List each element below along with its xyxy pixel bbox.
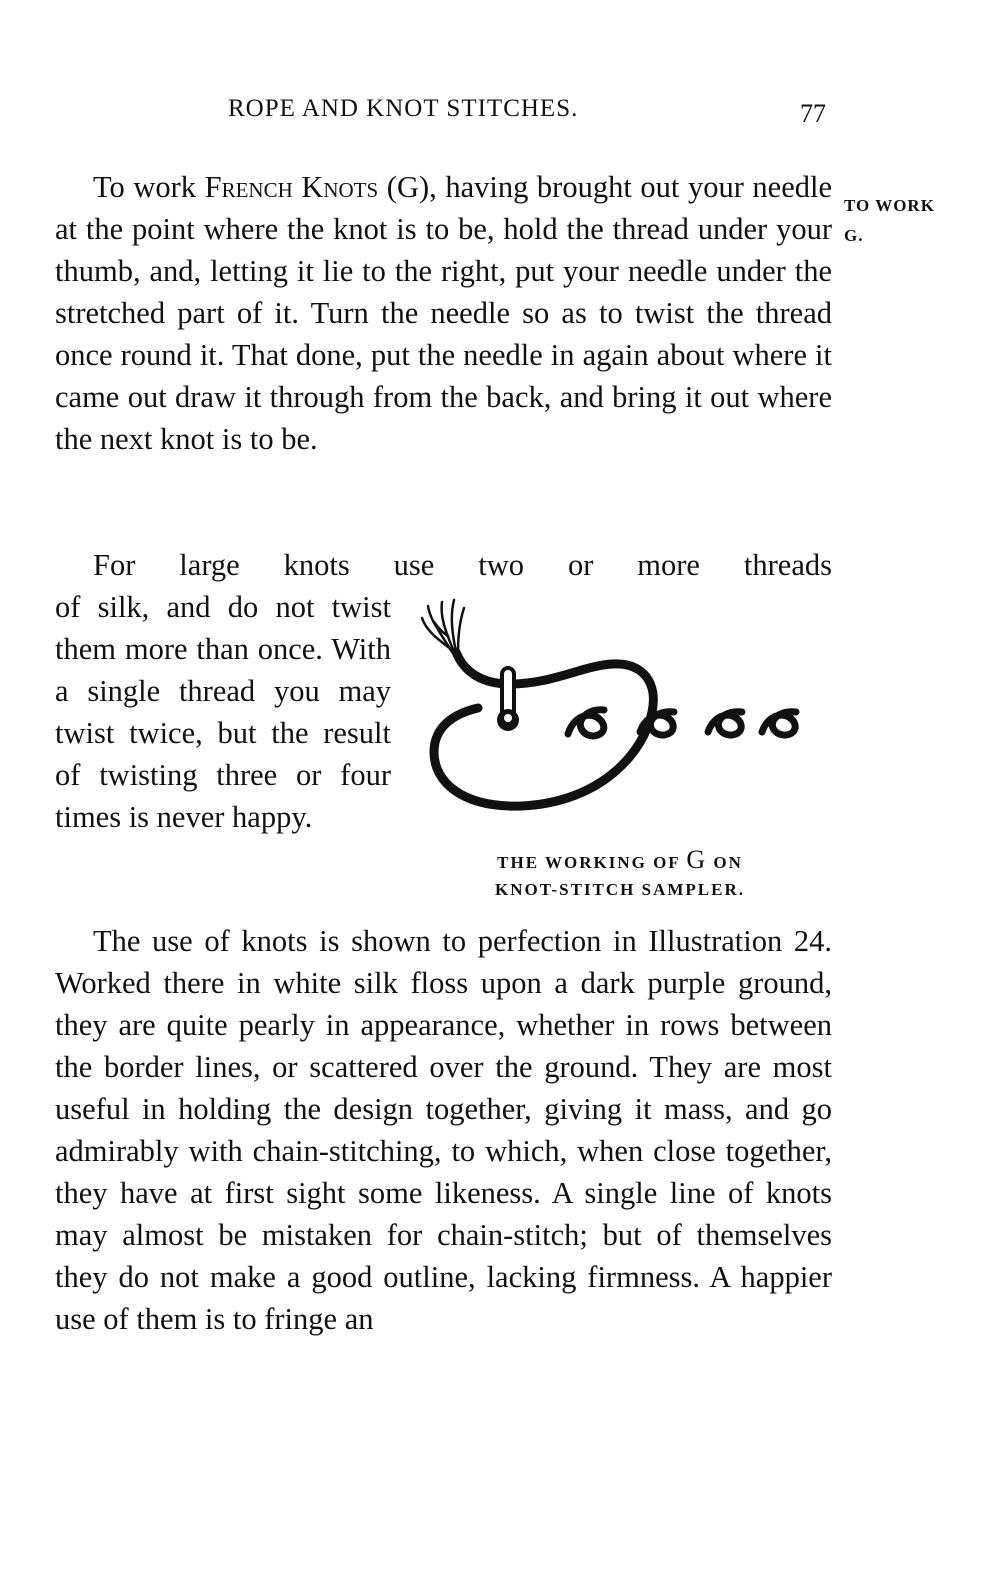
para3-text: The use of knots is shown to perfection in Illustration 24. Worked there in white silk floss upon a dark purple ground, they are quite pearly in appearance, whether in rows between the border lines, or scattered over the ground. They are most useful in holding the design together, giving it mass, and go admirably with chain-stitching, to which, when close together, they have at first sight some likeness. A single line of knots may almost be mistaken for chain-stitch; but of themselves they do not make a good outline, lacking firmness. A happier use of them is to fringe an <box>55 924 832 1336</box>
margin-note-line-1: TO WORK <box>844 196 935 215</box>
figure-caption <box>420 846 820 903</box>
paragraph-use-of-knots <box>55 920 832 1340</box>
caption-line-1: THE WORKING OF G ON <box>497 845 743 874</box>
paragraph-french-knots <box>55 166 832 460</box>
para2-first-line: For large knots use two or more threads <box>93 548 832 582</box>
margin-note <box>844 191 935 251</box>
para2-wrapped-text: of silk, and do not twist them more than once. With a single thread you may twist twice, but the result of twisting three or four times is never happy. <box>55 590 391 834</box>
page-number: 77 <box>800 99 826 128</box>
knot-stitch-illustration <box>412 592 832 832</box>
paragraph-large-knots-first-line <box>55 544 832 586</box>
french-knot-icons <box>568 710 796 736</box>
page-title: ROPE AND KNOT STITCHES. <box>228 95 579 122</box>
paragraph-large-knots-wrapped <box>55 586 391 838</box>
thread-loop-icon <box>434 652 653 806</box>
para1-term: French Knots <box>204 170 379 204</box>
margin-note-line-2: G. <box>844 226 864 245</box>
para1-lead: To work <box>93 170 205 204</box>
thread-tuft-icon <box>422 600 464 652</box>
needle-eye-icon <box>497 668 519 731</box>
caption-line-2: KNOT-STITCH SAMPLER. <box>494 880 746 899</box>
running-head <box>0 95 1000 135</box>
para1-body: (G), having brought out your needle at the point where the knot is to be, hold the thread under your thumb, and, letting it lie to the right, put your needle under the stretched part of it. Turn the needle so as to twist the thread once round it. That done, put the needle in again about where it came out draw it through from the back, and bring it out where the next knot is to be. <box>55 170 833 456</box>
